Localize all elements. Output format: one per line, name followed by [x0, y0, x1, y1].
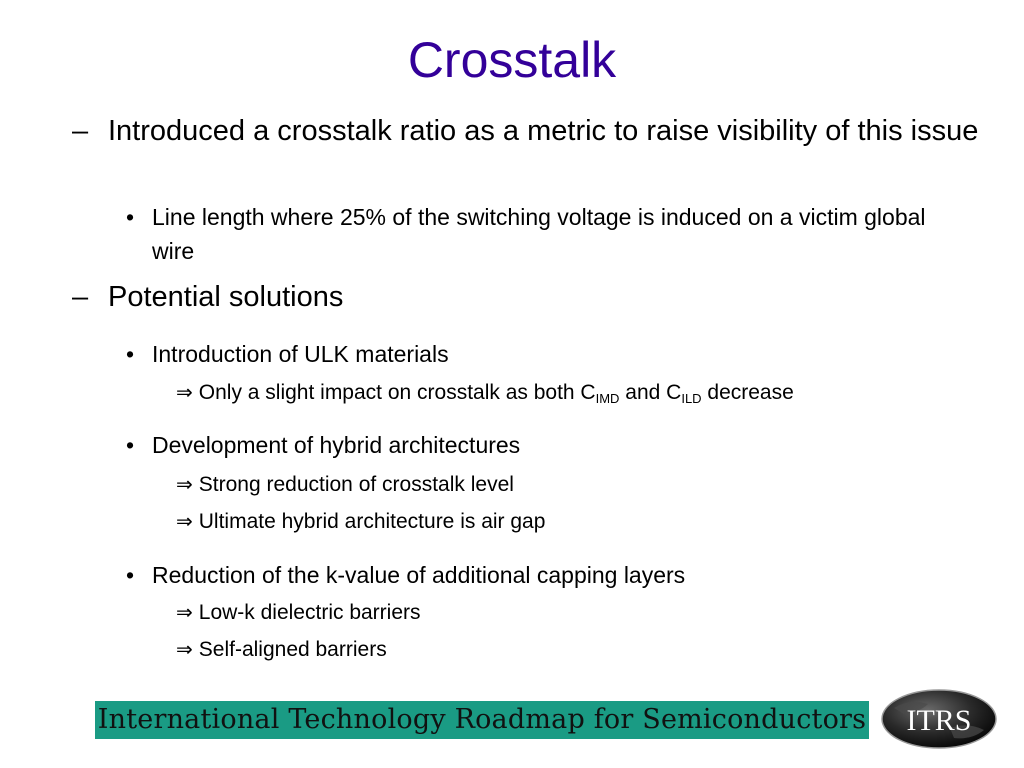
implication-low-k-barriers [176, 597, 976, 628]
implies-arrow-icon: ⇒ [176, 600, 193, 624]
slide-title: Crosstalk [407, 32, 617, 88]
sub-bullet-line-length [126, 200, 956, 268]
implication-text: Ultimate hybrid architecture is air gap [198, 510, 546, 533]
itrs-banner [95, 701, 869, 739]
implication-text: Self-aligned barriers [198, 638, 387, 661]
implication-self-aligned-barriers [176, 634, 976, 665]
sub-bullet-hybrid-architectures [126, 428, 956, 462]
implication-text: Strong reduction of crosstalk level [198, 473, 514, 496]
logo-text: ITRS [906, 704, 972, 737]
implication-text-prefix: Only a slight impact on crosstalk as both C [198, 381, 596, 404]
implies-arrow-icon: ⇒ [176, 637, 193, 661]
implies-arrow-icon: ⇒ [176, 509, 193, 533]
bullet-text: Introduction of ULK materials [152, 341, 449, 367]
itrs-logo [880, 688, 998, 750]
implication-slight-impact [176, 377, 976, 408]
bullet-text: Introduced a crosstalk ratio as a metric to raise visibility of this issue [108, 115, 979, 147]
dash-marker: – [72, 115, 89, 147]
dash-marker: – [72, 281, 89, 313]
implication-text-suffix: decrease [701, 381, 794, 404]
implies-arrow-icon: ⇒ [176, 472, 193, 496]
bullet-text: Line length where 25% of the switching voltage is induced on a victim global wire [152, 204, 926, 264]
sub-bullet-capping-layers [126, 558, 956, 592]
bullet-text: Reduction of the k-value of additional capping layers [152, 562, 686, 588]
bullet-crosstalk-ratio [72, 111, 992, 152]
subscript-ild: ILD [681, 391, 702, 406]
implication-air-gap [176, 506, 976, 537]
bullet-marker: • [126, 341, 135, 367]
bullet-text: Potential solutions [108, 281, 344, 313]
bullet-text: Development of hybrid architectures [152, 432, 521, 458]
subscript-imd: IMD [595, 391, 620, 406]
implication-text: Low-k dielectric barriers [198, 601, 421, 624]
implication-strong-reduction [176, 469, 976, 500]
bullet-potential-solutions [72, 277, 992, 318]
bullet-marker: • [126, 562, 135, 588]
banner-text: International Technology Roadmap for Semiconductors [97, 704, 867, 735]
implies-arrow-icon: ⇒ [176, 380, 193, 404]
bullet-marker: • [126, 432, 135, 458]
implication-text-mid: and C [619, 381, 682, 404]
sub-bullet-ulk-materials [126, 337, 956, 371]
bullet-marker: • [126, 204, 135, 230]
